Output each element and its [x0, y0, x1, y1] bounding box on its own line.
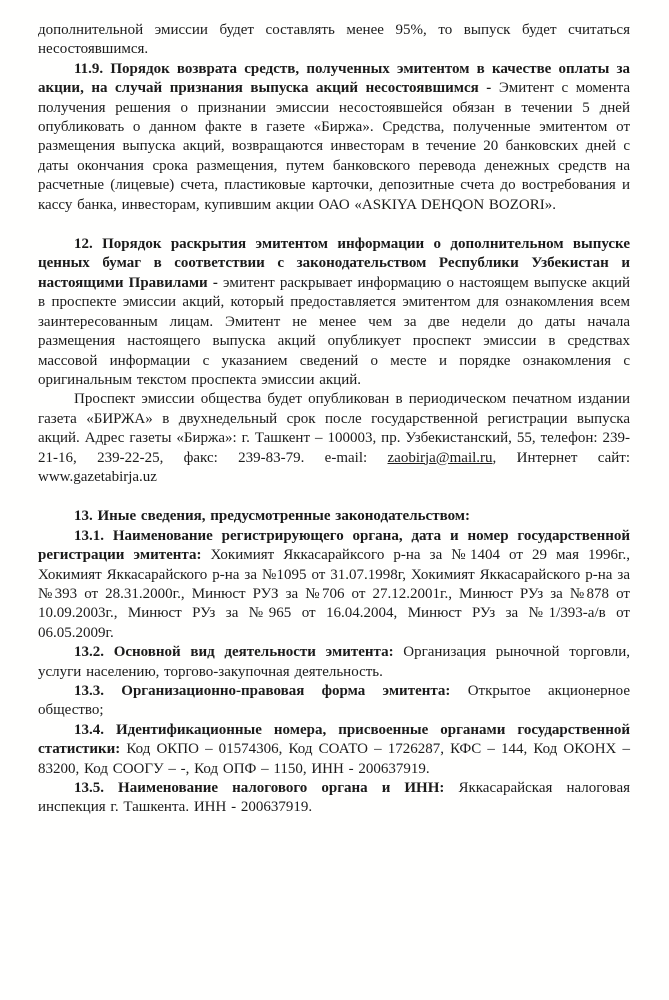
section-12-heading: 12. Порядок раскрытия эмитентом информации о дополнительном выпуске ценных бумаг в соответствии с законодательством Республики Узбекистан и настоящими Правилами - — [38, 236, 630, 291]
section-11-9-heading: 11.9. Порядок возврата средств, полученных эмитентом в качестве оплаты за акции, на случай признания выпуска акций несостоявшимся - — [38, 60, 630, 97]
section-13-3-text: Открытое акционерное общество; — [38, 683, 630, 719]
email-text: zaobirja@mail.ru — [387, 449, 493, 466]
section-13-3-paragraph — [38, 682, 630, 721]
section-11-9-paragraph — [38, 60, 630, 215]
section-12-paragraph — [38, 235, 630, 390]
section-13-4-text: Код ОКПО – 01574306, Код СОАТО – 1726287, КФС – 144, Код ОКОНХ – 83200, Код СООГУ – -, Код ОПФ – 1150, ИНН - 200637919. — [38, 741, 630, 777]
prospekt-text-before-email: Проспект эмиссии общества будет опубликован в периодическом печатном издании газета «БИРЖА» в двухнедельный срок после государственной регистрации выпуска акций. Адрес газеты «Биржа»: г. Ташкент – 100003, пр. Узбекистанский, 55, телефон: 239-21-16, 239-22-25, факс: 239-83-79. e-mail: — [38, 391, 630, 466]
section-13-1-heading: 13.1. Наименование регистрирующего органа, дата и номер государственной регистрации эмитента: — [38, 527, 630, 564]
section-13-2-text: Организация рыночной торговли, услуги населению, торгово-закупочная деятельность. — [38, 644, 630, 680]
section-13-2-heading: 13.2. Основной вид деятельности эмитента: — [74, 644, 404, 661]
section-13-2-paragraph — [38, 643, 630, 682]
section-13-5-paragraph — [38, 779, 630, 818]
section-13-heading: 13. Иные сведения, предусмотренные законодательством: — [74, 508, 471, 525]
section-13-5-text: Яккасарайская налоговая инспекция г. Ташкента. ИНН - 200637919. — [38, 780, 630, 816]
paragraph-text: дополнительной эмиссии будет составлять менее 95%, то выпуск будет считаться несостоявшимся. — [38, 22, 630, 58]
section-13-1-text: Хокимият Яккасарайксого р-на за №1404 от 29 мая 1996г., Хокимият Яккасарайского р-на за №1095 от 31.07.1998г, Хокимият Яккасарайского р-на за №393 от 28.31.2000г., Минюст РУЗ за №706 от 27.12.2001г., Минюст РУз за №878 от 10.09.2003г., Минюст РУз за №965 от 16.04.2004, Минюст РУз за №1/393-а/в от 06.05.2009г. — [38, 547, 631, 641]
section-12-text: эмитент раскрывает информацию о настоящем выпуске акций в проспекте эмиссии акций, который предоставляется эмитентом для ознакомления всем заинтересованным лицам. Эмитент не менее чем за две недели до даты начала размещения настоящего выпуска акций опубликует проспект эмиссии в средствах массовой информации с указанием сведений о месте и порядке ознакомления с оригинальным текстом проспекта эмиссии акций. — [38, 274, 631, 388]
section-13-heading-paragraph — [38, 507, 630, 526]
paragraph-intro-continuation — [38, 21, 630, 60]
section-13-1-paragraph — [38, 527, 630, 643]
section-13-5-heading: 13.5. Наименование налогового органа и ИНН: — [74, 780, 459, 797]
section-13-3-heading: 13.3. Организационно-правовая форма эмитента: — [74, 683, 468, 699]
prospekt-publication-paragraph — [38, 390, 630, 487]
prospekt-text-after-email: , Интернет сайт: www.gazetabirja.uz — [38, 449, 631, 485]
section-11-9-text: Эмитент с момента получения решения о признании эмиссии несостоявшейся обязан в течении 5 дней опубликовать о данном факте в газете «Биржа». Средства, полученные эмитентом от размещения выпуска акций, возвращаются инвесторам в течение 20 банковских дней с даты окончания срока размещения, путем банковского перевода денежных средств на расчетные (лицевые) счета, пластиковые карточки, депозитные счета до востребования и кассу банка, инвесторам, купившим акции ОАО «ASKIYA DEHQON BOZORI». — [38, 80, 631, 213]
section-13-4-paragraph — [38, 721, 630, 779]
section-13-4-heading: 13.4. Идентификационные номера, присвоенные органами государственной статистики: — [38, 721, 630, 758]
